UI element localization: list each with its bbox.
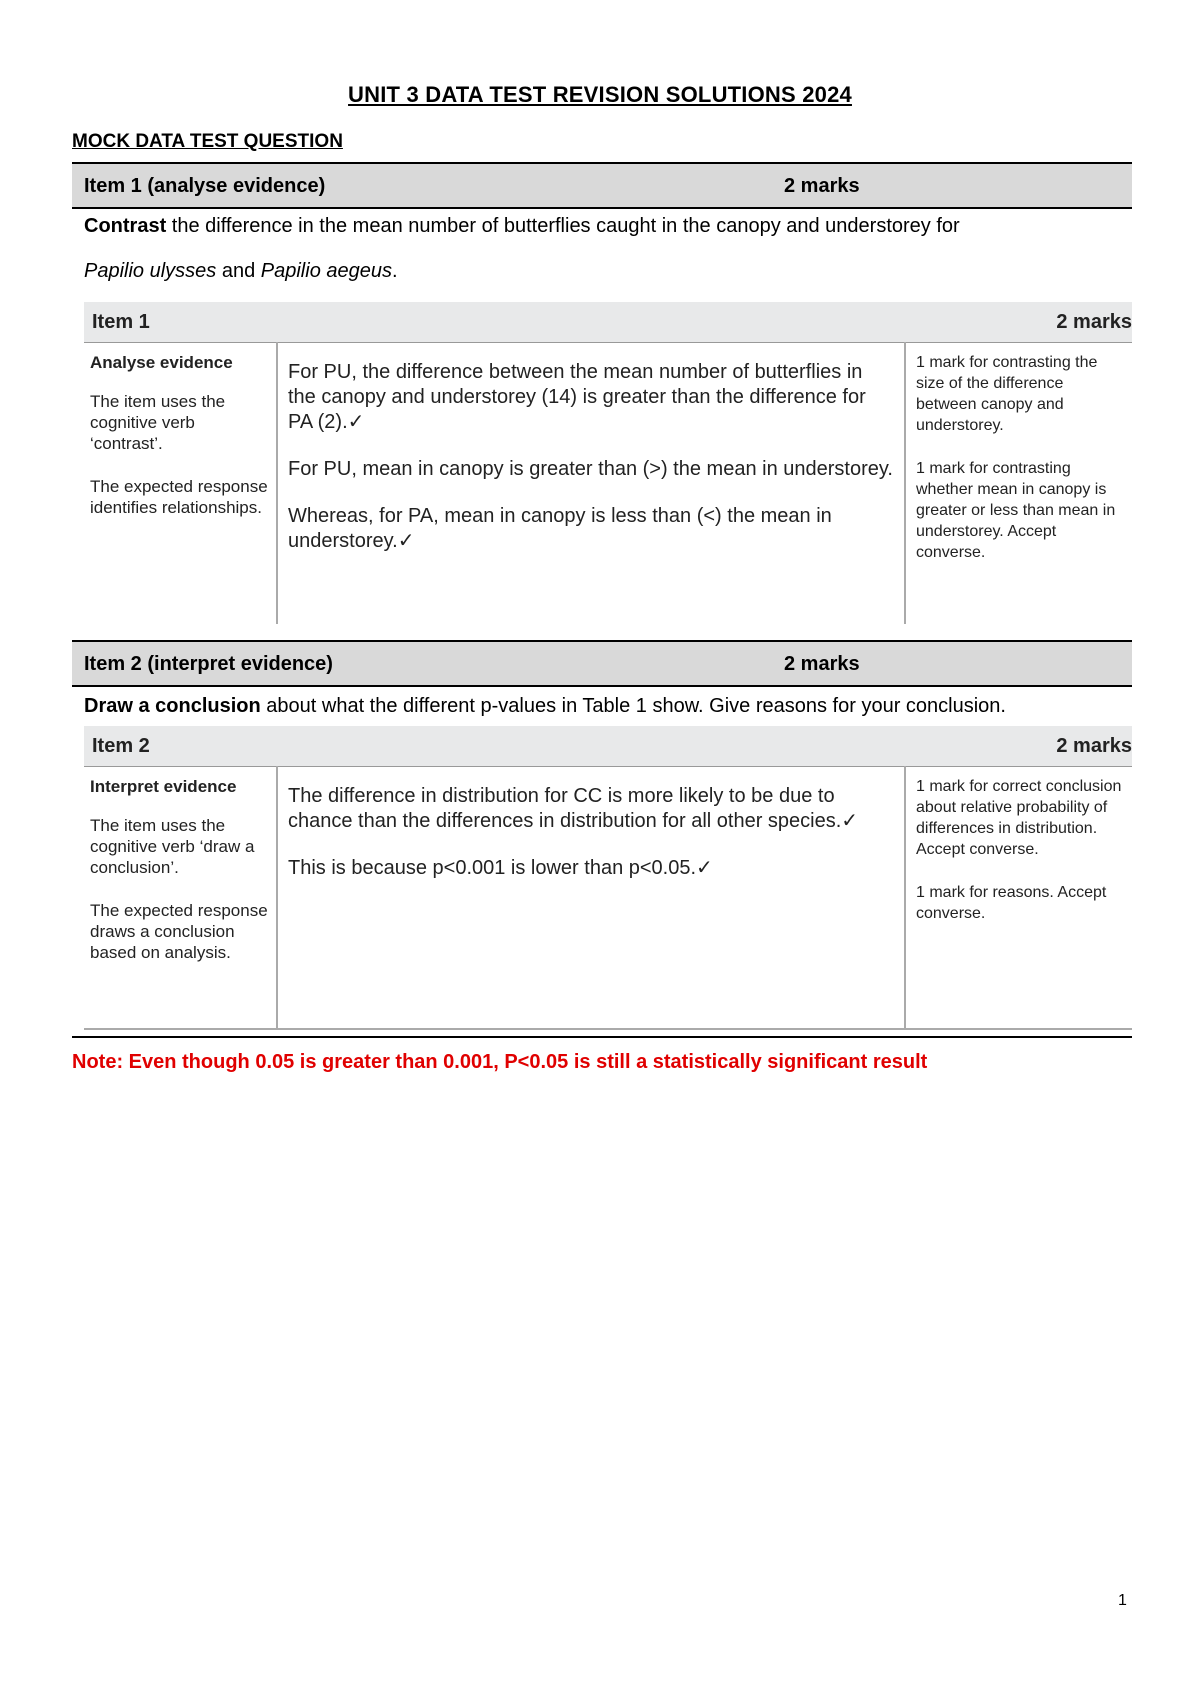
item2-question-text: about what the different p-values in Table 1 show. Give reasons for your conclusion. [260,695,1006,717]
item1-period: . [392,260,398,282]
item2-marks-column [906,766,1132,1030]
item1-answer-3: Whereas, for PA, mean in canopy is less than (<) the mean in understorey.✓ [288,505,832,552]
item2-question-verb: Draw a conclusion [84,695,261,717]
item2-answer-1: The difference in distribution for CC is more likely to be due to chance than the differences in distribution for all other species.✓ [288,785,859,832]
item2-mark-1: 1 mark for correct conclusion about relative probability of differences in distribution. Accept converse. [916,778,1122,858]
item2-bar [72,640,1132,687]
item1-question-text: the difference in the mean number of butterflies caught in the canopy and understorey for [166,215,960,237]
item2-answer-2: This is because p<0.001 is lower than p<0.05.✓ [288,857,713,879]
item1-mark-1: 1 mark for contrasting the size of the difference between canopy and understorey. [916,354,1098,434]
item2-question [84,695,1134,717]
item1-bar [72,162,1132,209]
item1-rubric-title: Item 1 [92,311,150,333]
item1-question [84,215,1134,237]
item2-verb-note: The item uses the cognitive verb ‘draw a conclusion’. [90,816,255,877]
note-text: Note: Even though 0.05 is greater than 0.001, P<0.05 is still a statistically significant result [72,1051,928,1073]
item1-bar-marks: 2 marks [784,175,860,197]
item2-rubric [84,726,1132,1030]
item2-rubric-header [84,726,1132,767]
item1-rubric [84,302,1132,624]
item1-verb-note: The item uses the cognitive verb ‘contrast’. [90,392,226,453]
item1-mark-2: 1 mark for contrasting whether mean in canopy is greater or less than mean in understorey. Accept converse. [916,460,1116,561]
item1-and: and [216,260,261,282]
section-heading: MOCK DATA TEST QUESTION [72,131,343,152]
item1-skill-column [84,342,276,624]
page-number: 1 [1118,1592,1127,1609]
item1-bar-title: Item 1 (analyse evidence) [84,175,326,197]
item1-answer-column [276,342,906,624]
item2-rubric-marks: 2 marks [1056,735,1132,757]
item2-mark-2: 1 mark for reasons. Accept converse. [916,884,1107,922]
item1-question-verb: Contrast [84,215,167,237]
item1-rubric-header [84,302,1132,343]
item1-marks-column [906,342,1132,624]
item2-bar-marks: 2 marks [784,653,860,675]
item1-species-2: Papilio aegeus [260,260,392,282]
item1-answer-2: For PU, mean in canopy is greater than (>) the mean in understorey. [288,458,893,480]
item1-species-1: Papilio ulysses [84,260,217,282]
item2-skill: Interpret evidence [90,777,237,796]
item1-skill: Analyse evidence [90,353,233,372]
section-divider [72,1036,1132,1038]
item2-expected-note: The expected response draws a conclusion based on analysis. [90,901,268,962]
item2-bar-title: Item 2 (interpret evidence) [84,653,333,675]
item2-answer-column [276,766,906,1030]
item2-skill-column [84,766,276,1030]
page-title: UNIT 3 DATA TEST REVISION SOLUTIONS 2024 [348,82,852,107]
item2-rubric-title: Item 2 [92,735,150,757]
item1-rubric-marks: 2 marks [1056,311,1132,333]
item1-expected-note: The expected response identifies relationships. [90,477,268,517]
item1-question-species [84,260,1134,282]
item1-answer-1: For PU, the difference between the mean number of butterflies in the canopy and understorey (14) is greater than the difference for PA (2).✓ [288,361,866,433]
